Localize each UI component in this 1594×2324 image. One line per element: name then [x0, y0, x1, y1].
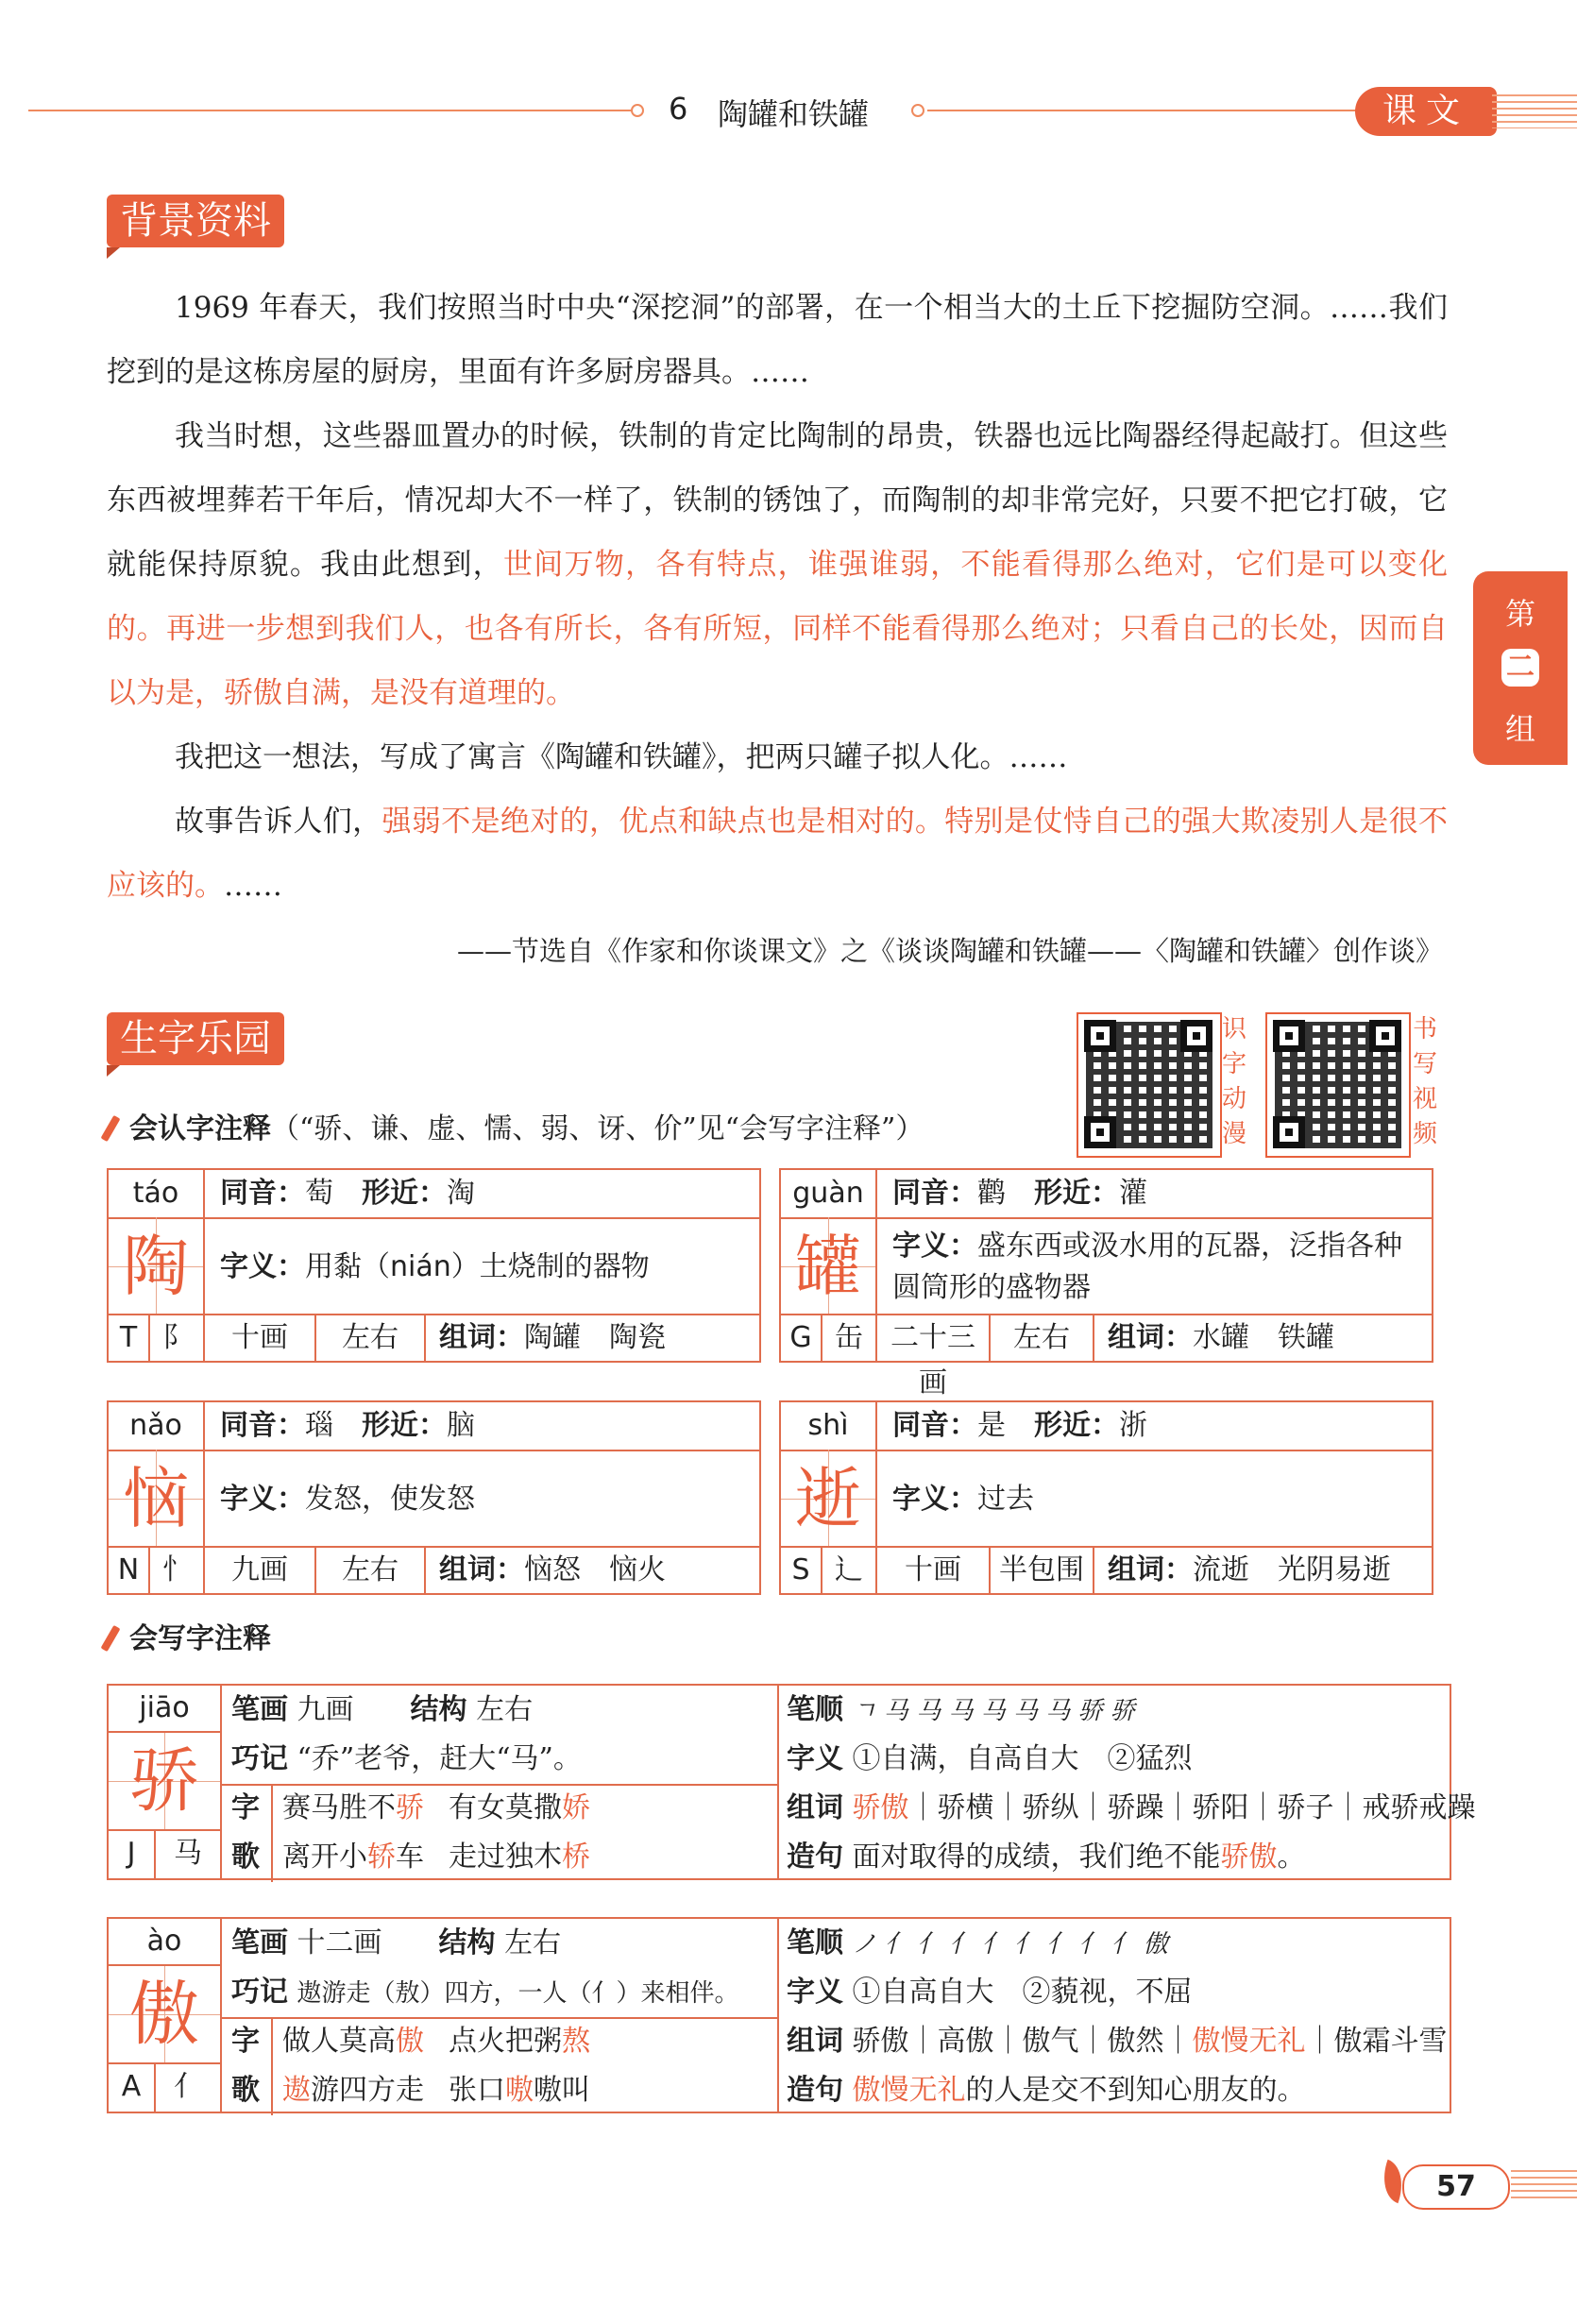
pinyin: ào [109, 1919, 220, 1966]
character: 逝 [781, 1450, 875, 1548]
index-letter: S [781, 1548, 822, 1593]
stroke-order-row: 笔顺 ノ 亻 亻 亻 亻 亻 亻 亻 亻 傲 [787, 1926, 1168, 1959]
background-heading: 背景资料 [107, 195, 284, 247]
qr-finder [1084, 1116, 1116, 1148]
header-rule-right [927, 110, 1362, 111]
qr-finder [1084, 1020, 1116, 1052]
background-text [107, 276, 1448, 918]
header-rule-left [28, 110, 633, 111]
card-homophone-line: 同音：萄 形近：淘 [205, 1170, 759, 1219]
card-bottom-row [109, 1546, 759, 1593]
structure: 左右 [316, 1315, 426, 1361]
card-homophone-line: 同音：鹳 形近：灌 [877, 1170, 1432, 1219]
lesson-title: 陶罐和铁罐 [718, 96, 870, 132]
card-meaning: 字义：过去 [892, 1483, 1034, 1516]
index-row [109, 2062, 220, 2112]
highlight-text: 强弱不是绝对的，优点和缺点也是相对的。特别是仗恃自己的强大欺凌别人是很不应该的。 [107, 805, 1448, 903]
index-letter: T [109, 1315, 150, 1361]
qr-label-video: 书写视频 [1412, 1015, 1437, 1148]
section-tag-kewen: 课文 [1355, 87, 1497, 136]
character: 骄 [109, 1733, 220, 1829]
words: 组词：陶罐 陶瓷 [439, 1321, 666, 1354]
radical: 马 [174, 1837, 202, 1870]
stroke-count: 九画 [205, 1548, 316, 1593]
words: 组词：流逝 光阴易逝 [1108, 1553, 1391, 1586]
char-card-táo [107, 1168, 761, 1363]
stroke-order-row: 笔顺 ㄱ 马 马 马 马 马 马 骄 骄 [787, 1693, 1135, 1726]
song-label: 歌 [231, 1841, 260, 1874]
structure: 左右 [316, 1548, 426, 1593]
mnemonic-row: 巧记 “乔”老爷，赶大“马”。 [231, 1742, 582, 1775]
stroke-count: 十画 [877, 1548, 991, 1593]
card-meaning: 字义：发怒，使发怒 [220, 1483, 475, 1516]
qr-finder [1273, 1020, 1305, 1052]
words: 组词：恼怒 恼火 [439, 1553, 666, 1586]
paragraph-1: 1969 年春天，我们按照当时中央“深挖洞”的部署，在一个相当大的土丘下挖掘防空洞。……我们挖到的是这栋房屋的厨房，里面有许多厨房器具。…… [107, 291, 1448, 389]
qr-code-video[interactable] [1265, 1012, 1411, 1158]
header-dot-left [631, 104, 644, 117]
pinyin: guàn [781, 1170, 875, 1219]
song-line-2: 遨游四方走 张口嗷嗷叫 [282, 2074, 590, 2107]
write-heading: 会写字注释 [107, 1615, 271, 1656]
sentence-row: 造句 面对取得的成绩，我们绝不能骄傲。 [787, 1841, 1306, 1874]
song-line-1: 赛马胜不骄 有女莫撒娇 [282, 1791, 590, 1824]
qr-finder [1369, 1020, 1401, 1052]
chars-heading: 生字乐园 [107, 1012, 284, 1065]
write-table-ào [107, 1917, 1451, 2113]
song-label: 歌 [231, 2074, 260, 2107]
mnemonic-row: 巧记 遨游走（敖）四方，一人（亻）来相伴。 [231, 1976, 739, 2009]
structure: 半包围 [991, 1548, 1094, 1593]
meaning-row: 字义 ①自高自大 ②藐视，不屈 [787, 1976, 1193, 2009]
radical: 忄 [150, 1548, 205, 1593]
highlight-text: 世间万物，各有特点，谁强谁弱，不能看得那么绝对，它们是可以变化的。再进一步想到我们人，也各有所长，各有所短，同样不能看得那么绝对；只看自己的长处，因而自以为是，骄傲自满，是没有道理的。 [107, 548, 1449, 710]
char-column [109, 1919, 222, 2112]
side-tab-top: 第 [1504, 596, 1535, 632]
header-stripes [1492, 94, 1577, 128]
index-letter: J [127, 1837, 136, 1870]
recognize-note: （“骄、谦、虚、懦、弱、讶、价”见“会写字注释”） [271, 1112, 924, 1145]
stroke-count: 十画 [205, 1315, 316, 1361]
pen-icon [101, 1115, 121, 1142]
radical: 阝 [150, 1315, 205, 1361]
card-meaning: 字义：用黏（nián）土烧制的器物 [220, 1250, 650, 1283]
footer-stripes [1511, 2170, 1577, 2202]
char-card-nǎo [107, 1400, 761, 1595]
pinyin: shì [781, 1402, 875, 1451]
paragraph-4: 故事告诉人们，强弱不是绝对的，优点和缺点也是相对的。特别是仗恃自己的强大欺凌别人是很不应该的。…… [107, 805, 1448, 903]
card-bottom-row [781, 1546, 1432, 1593]
header-dot-right [911, 104, 924, 117]
char-card-shì [779, 1400, 1433, 1595]
index-letter: A [121, 2070, 142, 2103]
words-row: 组词 骄傲｜高傲｜傲气｜傲然｜傲慢无礼｜傲霜斗雪 [787, 2025, 1448, 2058]
qr-finder [1273, 1116, 1305, 1148]
words-row: 组词 骄傲｜骄横｜骄纵｜骄躁｜骄阳｜骄子｜戒骄戒躁 [787, 1791, 1476, 1824]
unit-side-tab[interactable] [1473, 571, 1568, 765]
character: 傲 [109, 1966, 220, 2062]
write-table-jiāo [107, 1684, 1476, 1880]
qr-label-animation: 识字动漫 [1221, 1015, 1246, 1148]
card-bottom-row [109, 1314, 759, 1361]
page-number: 57 [1402, 2164, 1510, 2210]
mnemonic-column [222, 1919, 779, 2112]
char-column [109, 1686, 222, 1878]
paragraph-3: 我把这一想法，写成了寓言《陶罐和铁罐》，把两只罐子拟人化。…… [175, 740, 1068, 774]
paragraph-2: 我当时想，这些器皿置办的时候，铁制的肯定比陶制的昂贵，铁器也远比陶器经得起敲打。但这些东西被埋葬若干年后，情况却大不一样了，铁制的锈蚀了，而陶制的却非常完好，只要不把它打破，它就能保持原貌。我由此想到，世间万物，各有特点，谁强谁弱，不能看得那么绝对，它们是可以变化的。再进一步想到我们人，也各有所长，各有所短，同样不能看得那么绝对；只看自己的长处，因而自以为是，骄傲自满，是没有道理的。 [107, 419, 1449, 710]
index-letter: G [781, 1315, 822, 1361]
side-tab-bottom: 组 [1504, 711, 1535, 747]
radical: 辶 [822, 1548, 877, 1593]
character: 陶 [109, 1217, 203, 1315]
pen-icon [101, 1625, 121, 1652]
index-row [109, 1829, 220, 1878]
qr-finder [1180, 1020, 1212, 1052]
side-tab-number: 二 [1501, 649, 1539, 687]
character: 罐 [781, 1217, 875, 1315]
card-meaning: 字义：盛东西或汲水用的瓦器，泛指各种圆筒形的盛物器 [892, 1230, 1402, 1304]
char-card-guàn [779, 1168, 1433, 1399]
pinyin: táo [109, 1170, 203, 1219]
radical: 亻 [174, 2070, 202, 2103]
character: 恼 [109, 1450, 203, 1548]
song-line-2: 离开小轿车 走过独木桥 [282, 1841, 590, 1874]
meaning-column [779, 1686, 1476, 1878]
strokes-row: 笔画 十二画 结构 左右 [231, 1926, 562, 1959]
pinyin: jiāo [109, 1686, 220, 1733]
structure: 左右 [991, 1315, 1094, 1361]
sentence-row: 造句 傲慢无礼的人是交不到知心朋友的。 [787, 2074, 1306, 2107]
source-citation: ——节选自《作家和你谈课文》之《谈谈陶罐和铁罐——〈陶罐和铁罐〉创作谈》 [456, 935, 1443, 967]
qr-code-animation[interactable] [1077, 1012, 1222, 1158]
song-line-1: 做人莫高傲 点火把粥熬 [282, 2025, 590, 2058]
card-homophone-line: 同音：瑙 形近：脑 [205, 1402, 759, 1451]
index-letter: N [109, 1548, 150, 1593]
pinyin: nǎo [109, 1402, 203, 1451]
lesson-number: 6 [669, 91, 688, 127]
radical: 缶 [822, 1315, 877, 1361]
card-homophone-line: 同音：是 形近：浙 [877, 1402, 1432, 1451]
stroke-count: 二十三画 [877, 1315, 991, 1361]
mnemonic-column [222, 1686, 779, 1878]
card-bottom-row [781, 1314, 1432, 1399]
song-label: 字 [231, 1791, 260, 1824]
recognize-heading: 会认字注释（“骄、谦、虚、懦、弱、讶、价”见“会写字注释”） [107, 1105, 924, 1146]
words: 组词：水罐 铁罐 [1108, 1321, 1334, 1354]
meaning-column [779, 1919, 1450, 2112]
song-label: 字 [231, 2025, 260, 2058]
meaning-row: 字义 ①自满，自高自大 ②猛烈 [787, 1742, 1193, 1775]
strokes-row: 笔画 九画 结构 左右 [231, 1693, 534, 1726]
